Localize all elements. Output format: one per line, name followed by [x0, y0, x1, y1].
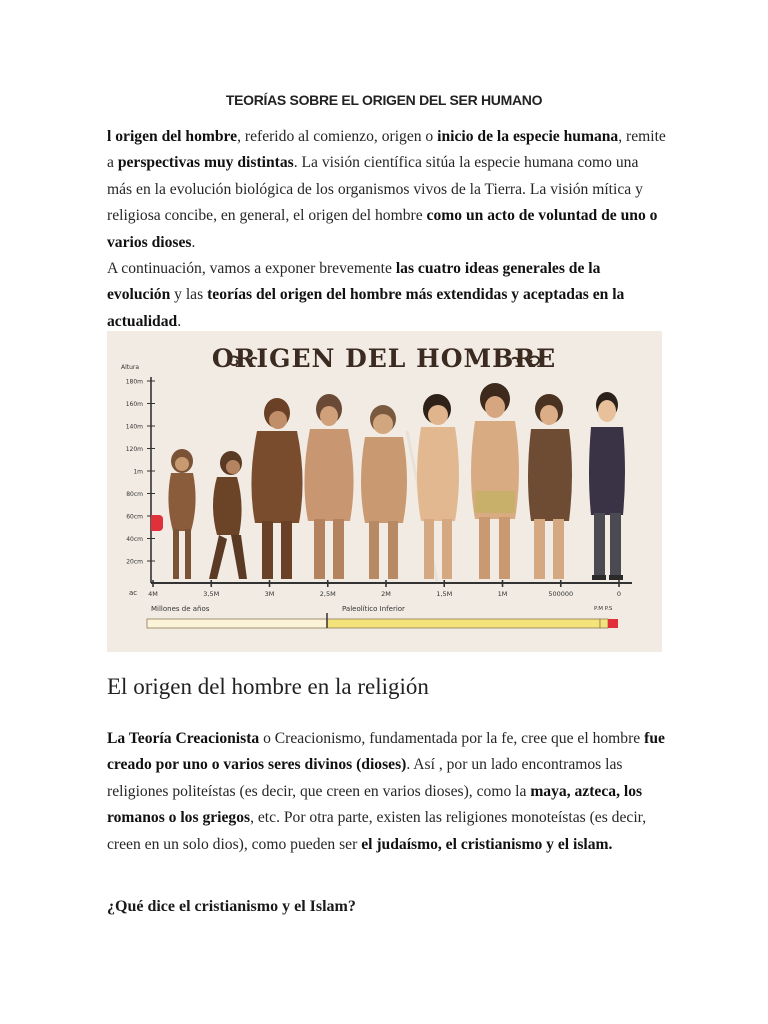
bold-phrase: los romanos o los griegos: [107, 782, 643, 827]
text-run: o Creacionismo, fundamentada por la fe, cree que el hombre: [259, 730, 645, 747]
bold-phrase: fue creado por uno o varios seres divinos (dioses): [107, 730, 665, 774]
bold-phrase: azteca: [574, 782, 617, 800]
height-tick-label: 80cm: [126, 491, 143, 498]
time-unit-label: ac: [129, 589, 138, 597]
time-axis-label: Millones de años: [151, 605, 210, 613]
text-run: y las: [170, 286, 208, 304]
bold-phrase: maya: [530, 782, 567, 800]
text-run: .: [191, 233, 196, 251]
time-tick-label: 3M: [264, 590, 275, 598]
height-tick-label: 140m: [125, 423, 143, 431]
evolution-illustration: [107, 331, 662, 652]
bold-phrase: La Teoría Creacionista: [107, 730, 260, 747]
height-tick-label: 60cm: [126, 513, 143, 521]
bold-phrase: l origen del hombre: [107, 128, 238, 145]
bold-phrase: inicio de la especie humana: [437, 128, 619, 145]
height-tick-label: 120m: [125, 446, 143, 453]
height-tick-label: 180m: [125, 378, 143, 386]
time-tick-label: 3,5M: [203, 590, 220, 598]
height-tick-label: 160m: [125, 401, 143, 408]
text-run: A continuación, vamos a exponer brevemente: [107, 260, 396, 278]
height-tick-label: 20cm: [126, 558, 143, 566]
time-tick-label: 4M: [148, 590, 158, 598]
text-run: , etc. Por otra parte, existen las religiones monoteístas (es decir, creen en un solo dios), como pueden ser: [107, 809, 647, 853]
bold-phrase: como un acto de voluntad de uno o varios dioses: [107, 207, 658, 251]
illustration-heading: ORIGEN DEL HOMBRE: [211, 344, 557, 373]
time-tick-label: 2M: [381, 590, 391, 598]
timeline-bar-early: [147, 619, 327, 628]
period-label: Paleolítico Inferior: [342, 605, 405, 613]
text-run: . Así , por un lado encontramos las religiones politeístas (es decir, que creen en varios dioses), como la: [107, 756, 623, 800]
time-tick-label: 1M: [497, 590, 508, 598]
timeline-bar-middle: [600, 619, 608, 628]
religion-paragraph: [107, 726, 667, 858]
time-tick-label: 1,5M: [436, 590, 453, 598]
timeline-bar-recent: [608, 619, 618, 628]
timeline-bar-paleolithic: [327, 619, 600, 628]
time-tick-label: 500000: [548, 590, 574, 598]
height-axis-caption: Altura: [121, 364, 140, 371]
text-run: . La visión científica sitúa la especie humana como una más en la evolución biológica de los organismos vivos de la Tierra. La visión mítica y religiosa concibe, en general, el origen del hombre: [107, 154, 643, 225]
height-marker-icon: [151, 515, 163, 531]
time-tick-label: 0: [616, 590, 622, 598]
bold-phrase: las cuatro ideas generales de la evolución: [107, 260, 601, 304]
section-heading: El origen del hombre en la religión: [107, 674, 429, 699]
text-run: , remite a: [107, 128, 666, 172]
height-tick-label: 40cm: [126, 536, 143, 543]
text-run: , referido al comienzo, origen o: [237, 128, 438, 145]
bold-phrase: perspectivas muy distintas: [117, 154, 294, 172]
bold-phrase: ,: [616, 782, 624, 800]
period-tail-label: P.M P.S: [594, 606, 613, 612]
time-tick-label: 2,5M: [319, 590, 336, 598]
bold-phrase: teorías del origen del hombre más extendidas y aceptadas en la actualidad: [107, 286, 625, 330]
height-tick-label: 1m: [133, 468, 143, 476]
bold-phrase: ,: [566, 782, 575, 800]
question-heading: ¿Qué dice el cristianismo y el Islam?: [107, 898, 356, 915]
intro-paragraph: [107, 124, 667, 335]
text-run: .: [177, 312, 182, 330]
bold-phrase: el judaísmo, el cristianismo y el islam.: [361, 835, 613, 853]
page-title: TEORÍAS SOBRE EL ORIGEN DEL SER HUMANO: [225, 92, 543, 108]
